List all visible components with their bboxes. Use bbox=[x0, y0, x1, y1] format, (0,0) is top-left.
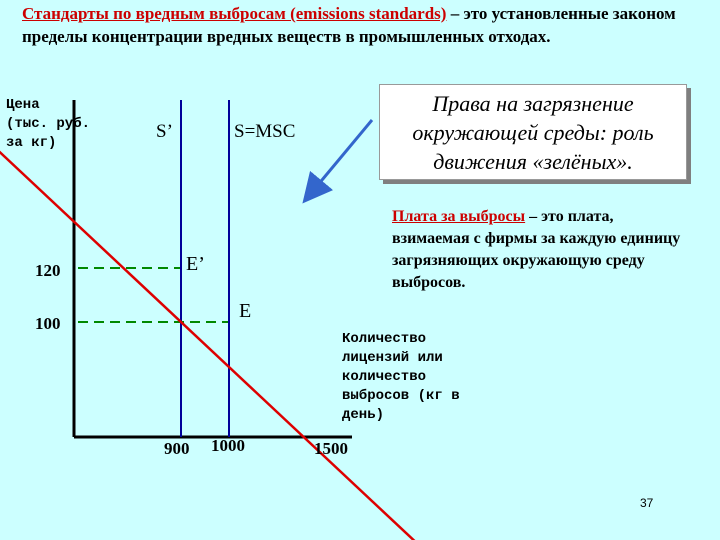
x-tick-label: 1000 bbox=[211, 436, 245, 455]
y-axis-label: Цена (тыс. за кг) bbox=[6, 97, 57, 151]
point-label-e-prime: E’ bbox=[186, 253, 205, 275]
x-tick-label: 1500 bbox=[314, 439, 348, 458]
y-tick-label: 120 bbox=[35, 261, 61, 280]
x-axis-label: Количество лицензий или количество выбросов (кг в день) bbox=[342, 331, 460, 423]
series-label-s-prime: S’ bbox=[156, 121, 173, 142]
point-label-e: E bbox=[239, 300, 252, 322]
x-tick-label: 900 bbox=[164, 439, 190, 458]
callout-box: Права на загрязнение окружающей среды: роль движения «зелёных». bbox=[379, 84, 687, 180]
fee-definition-text: – это плата, взимаемая с фирмы за каждую единицу загрязняющих окружающую среду выбросов. bbox=[392, 208, 681, 291]
fee-term: Плата за выбросы bbox=[392, 208, 526, 225]
title-term: Стандарты по вредным выбросам (emissions standards) bbox=[22, 4, 447, 23]
arrow-icon bbox=[312, 120, 372, 192]
y-tick-label: 100 bbox=[35, 314, 61, 333]
series-label-s-msc: S=MSC bbox=[234, 121, 296, 142]
page-number: 37 bbox=[640, 496, 654, 510]
title-definition: – это установленные законом пределы концентрации вредных веществ в промышленных отходах. bbox=[22, 4, 676, 46]
